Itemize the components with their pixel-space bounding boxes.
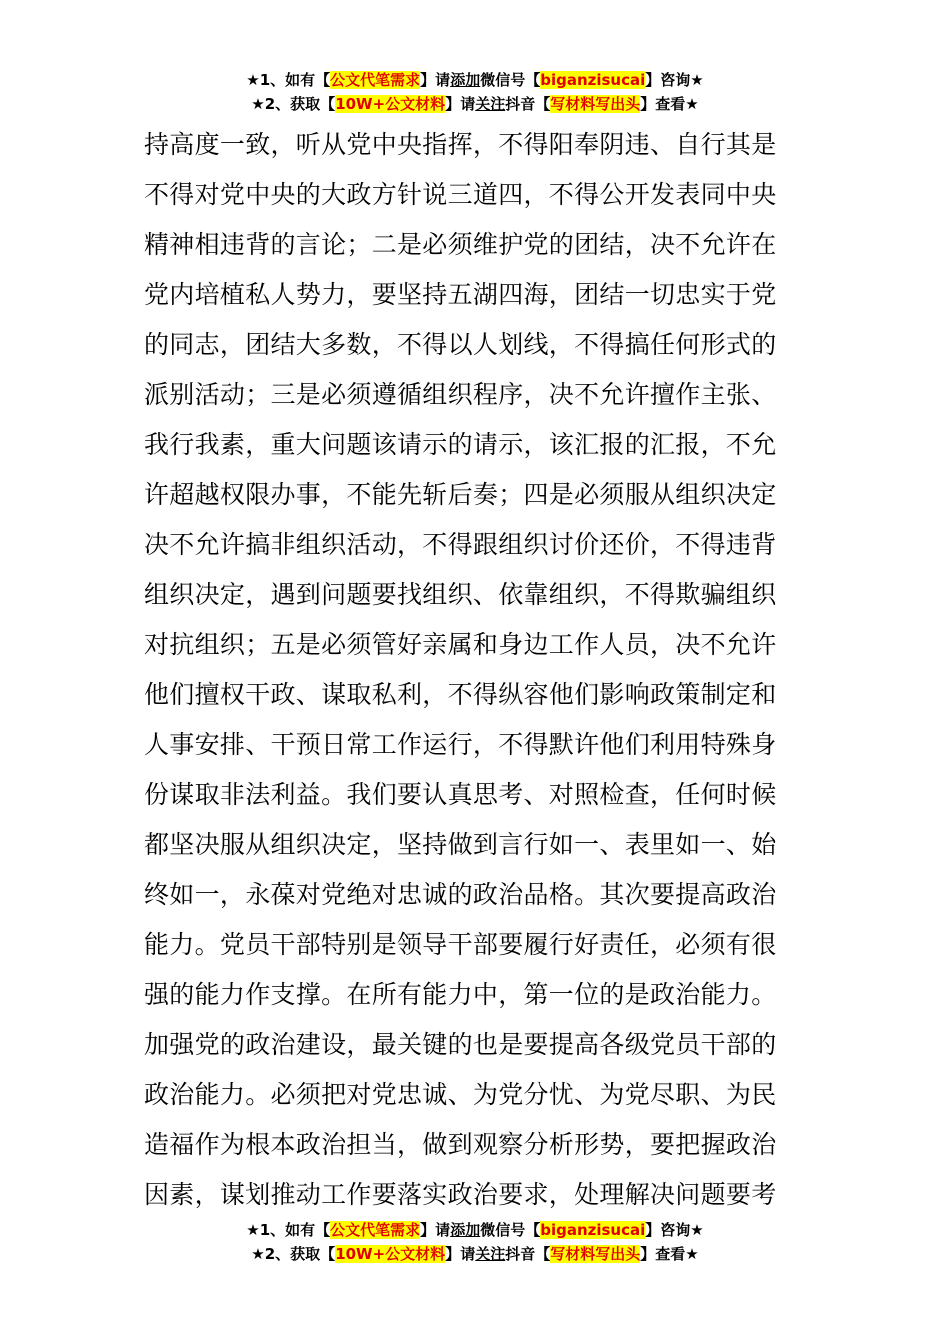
header-underline-follow: 关注	[475, 95, 506, 113]
body-line: 份谋取非法利益。我们要认真思考、对照检查，任何时候	[144, 780, 777, 809]
body-line: 造福作为根本政治担当，做到观察分析形势，要把握政治	[144, 1130, 777, 1159]
header-line-2	[0, 92, 950, 116]
body-line: 政治能力。必须把对党忠诚、为党分忧、为党尽职、为民	[144, 1080, 777, 1109]
body-line: 他们擅权干政、谋取私利，不得纵容他们影响政策制定和	[144, 680, 777, 709]
body-line: 决不允许搞非组织活动，不得跟组织讨价还价，不得违背	[144, 530, 777, 559]
header-highlight-ghostwriting: 公文代笔需求	[330, 71, 421, 89]
header-line-2-text: 抖音【	[505, 95, 551, 113]
body-line: 许超越权限办事，不能先斩后奏；四是必须服从组织决定	[144, 480, 777, 509]
body-line: 我行我素，重大问题该请示的请示，该汇报的汇报，不允	[144, 430, 777, 459]
footer-line-1-text: 微信号【	[480, 1221, 541, 1239]
body-line: 组织决定，遇到问题要找组织、依靠组织，不得欺骗组织	[144, 580, 777, 609]
header-highlight-materials: 10W+公文材料	[335, 95, 446, 113]
header-line-1-text: 】请	[420, 71, 451, 89]
header-line-1-text: 微信号【	[480, 71, 541, 89]
footer-line-1	[0, 1218, 950, 1242]
footer-line-2-text: 】查看★	[640, 1245, 699, 1263]
footer-banner	[0, 1218, 950, 1266]
footer-highlight-ghostwriting: 公文代笔需求	[330, 1221, 421, 1239]
footer-line-1-text: 】请	[420, 1221, 451, 1239]
body-line: 对抗组织；五是必须管好亲属和身边工作人员，决不允许	[144, 630, 777, 659]
footer-line-1-text: ★1、如有【	[246, 1221, 331, 1239]
body-line: 党内培植私人势力，要坚持五湖四海，团结一切忠实于党	[144, 280, 777, 309]
body-line: 能力。党员干部特别是领导干部要履行好责任，必须有很	[144, 930, 777, 959]
header-highlight-wechat-id: biganzisucai	[540, 71, 646, 89]
footer-highlight-wechat-id: biganzisucai	[540, 1221, 646, 1239]
footer-underline-follow: 关注	[475, 1245, 506, 1263]
header-line-2-text: ★2、获取【	[251, 95, 336, 113]
header-highlight-douyin-account: 写材料写出头	[550, 95, 641, 113]
footer-line-2	[0, 1242, 950, 1266]
footer-highlight-materials: 10W+公文材料	[335, 1245, 446, 1263]
header-banner	[0, 68, 950, 116]
header-line-2-text: 】请	[445, 95, 476, 113]
body-line: 派别活动；三是必须遵循组织程序，决不允许擅作主张、	[144, 380, 777, 409]
body-line: 的同志，团结大多数，不得以人划线，不得搞任何形式的	[144, 330, 777, 359]
body-line: 都坚决服从组织决定，坚持做到言行如一、表里如一、始	[144, 830, 777, 859]
header-underline-add: 添加	[450, 71, 481, 89]
header-line-1-text: 】咨询★	[645, 71, 704, 89]
footer-highlight-douyin-account: 写材料写出头	[550, 1245, 641, 1263]
footer-line-2-text: ★2、获取【	[251, 1245, 336, 1263]
header-line-2-text: 】查看★	[640, 95, 699, 113]
body-line: 持高度一致，听从党中央指挥，不得阳奉阴违、自行其是	[144, 130, 777, 159]
footer-line-2-text: 抖音【	[505, 1245, 551, 1263]
footer-line-2-text: 】请	[445, 1245, 476, 1263]
document-body	[144, 120, 824, 1220]
header-line-1	[0, 68, 950, 92]
body-line: 加强党的政治建设，最关键的也是要提高各级党员干部的	[144, 1030, 777, 1059]
body-line: 终如一，永葆对党绝对忠诚的政治品格。其次要提高政治	[144, 880, 777, 909]
body-line: 强的能力作支撑。在所有能力中，第一位的是政治能力。	[144, 980, 777, 1009]
footer-underline-add: 添加	[450, 1221, 481, 1239]
body-line: 人事安排、干预日常工作运行，不得默许他们利用特殊身	[144, 730, 777, 759]
body-line: 不得对党中央的大政方针说三道四，不得公开发表同中央	[144, 180, 777, 209]
body-line: 因素，谋划推动工作要落实政治要求，处理解决问题要考	[144, 1180, 777, 1209]
body-line: 精神相违背的言论；二是必须维护党的团结，决不允许在	[144, 230, 777, 259]
footer-line-1-text: 】咨询★	[645, 1221, 704, 1239]
header-line-1-text: ★1、如有【	[246, 71, 331, 89]
